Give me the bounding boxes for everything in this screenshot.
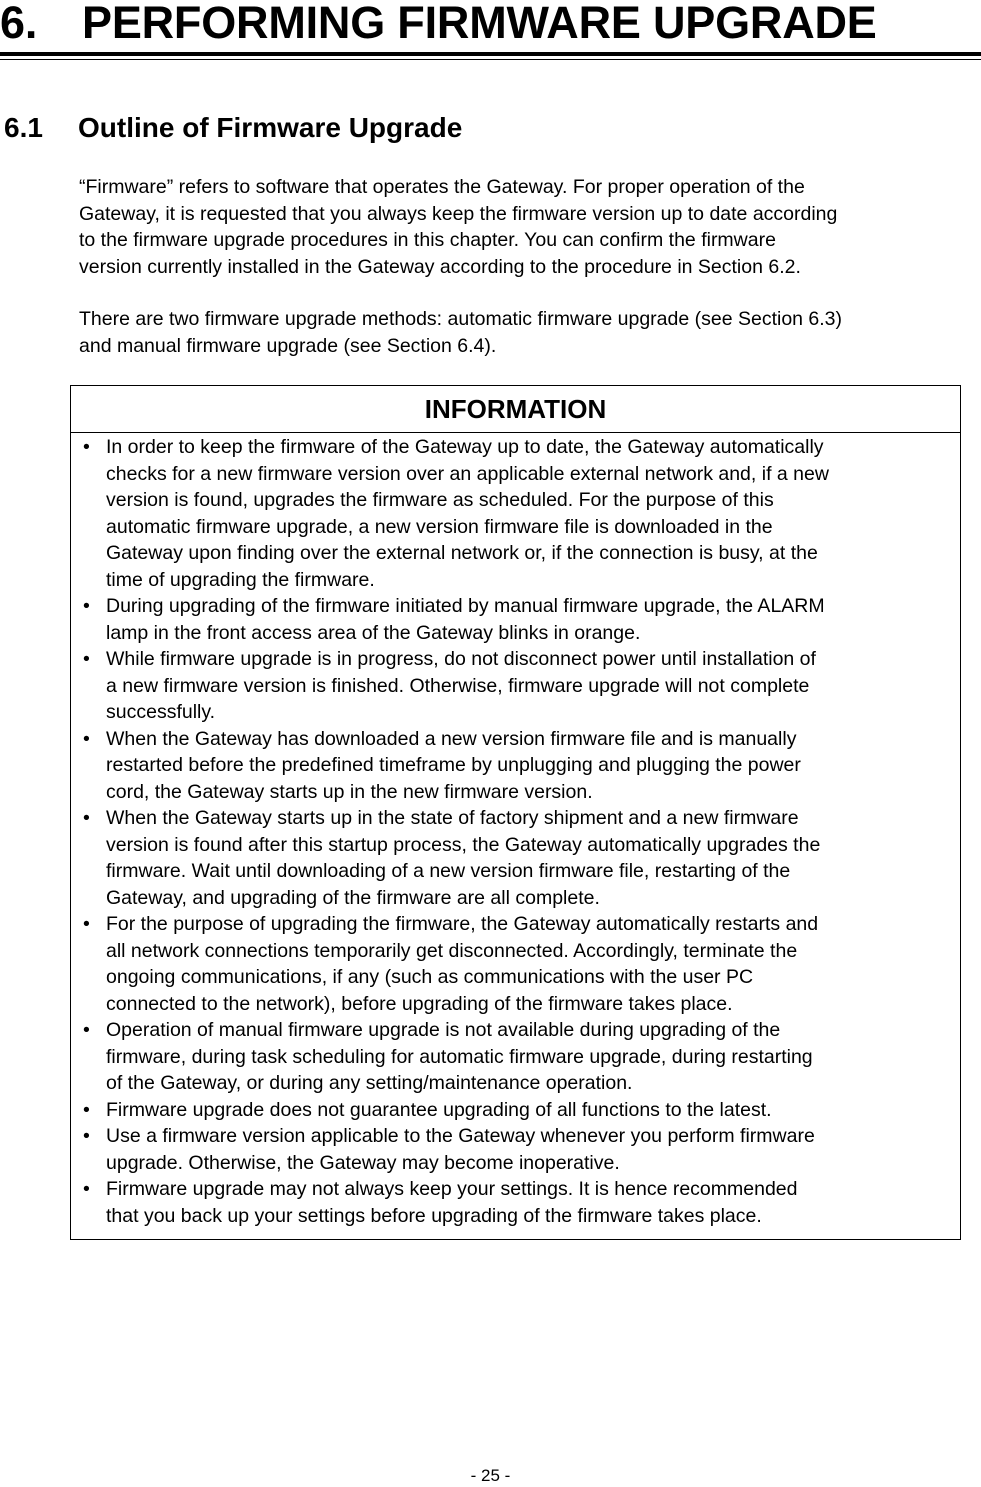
information-line: automatic firmware upgrade, a new version firmware file is downloaded in the <box>106 515 773 538</box>
information-item <box>71 1097 960 1124</box>
bullet-icon: • <box>83 1019 90 1041</box>
bullet-icon: • <box>83 436 90 458</box>
information-line: Firmware upgrade may not always keep your settings. It is hence recommended <box>106 1178 798 1200</box>
information-line: Firmware upgrade does not guarantee upgrading of all functions to the latest. <box>106 1098 772 1121</box>
information-item <box>71 593 960 646</box>
bullet-icon: • <box>83 648 90 670</box>
information-item <box>71 805 960 911</box>
information-line: When the Gateway starts up in the state of factory shipment and a new firmware <box>106 807 799 829</box>
information-line: firmware, during task scheduling for automatic firmware upgrade, during restarting <box>106 1045 813 1068</box>
information-line: cord, the Gateway starts up in the new firmware version. <box>106 780 593 803</box>
information-line: of the Gateway, or during any setting/maintenance operation. <box>106 1072 633 1094</box>
information-line: time of upgrading the firmware. <box>106 568 375 591</box>
section-number: 6.1 <box>4 112 43 143</box>
information-line: restarted before the predefined timeframe by unplugging and plugging the power <box>106 754 801 776</box>
information-line: ongoing communications, if any (such as communications with the user PC <box>106 966 754 988</box>
information-item <box>71 1017 960 1097</box>
information-line: When the Gateway has downloaded a new version firmware file and is manually <box>106 727 797 750</box>
information-item <box>71 911 960 1017</box>
paragraph-upgrade-methods <box>79 306 979 359</box>
information-line: connected to the network), before upgrading of the firmware takes place. <box>106 992 733 1015</box>
paragraph-line: “Firmware” refers to software that operates the Gateway. For proper operation of the <box>79 176 805 198</box>
chapter-rule-thick <box>0 52 981 56</box>
information-line: version is found, upgrades the firmware as scheduled. For the purpose of this <box>106 489 774 511</box>
information-line: successfully. <box>106 701 216 723</box>
information-item <box>71 1123 960 1176</box>
information-line: In order to keep the firmware of the Gateway up to date, the Gateway automatically <box>106 436 824 458</box>
bullet-icon: • <box>83 1178 90 1200</box>
section-title <box>4 110 462 146</box>
chapter-title <box>0 0 877 50</box>
information-line: all network connections temporarily get disconnected. Accordingly, terminate the <box>106 939 798 962</box>
information-line: Use a firmware version applicable to the Gateway whenever you perform firmware <box>106 1125 815 1147</box>
information-line: During upgrading of the firmware initiated by manual firmware upgrade, the ALARM <box>106 595 825 617</box>
information-line: For the purpose of upgrading the firmware, the Gateway automatically restarts and <box>106 913 819 935</box>
paragraph-line: version currently installed in the Gateway according to the procedure in Section 6.2. <box>79 255 801 278</box>
information-line: upgrade. Otherwise, the Gateway may become inoperative. <box>106 1151 620 1174</box>
page-number: - 25 - <box>470 1466 511 1485</box>
chapter-number: 6. <box>0 0 38 48</box>
bullet-icon: • <box>83 1098 90 1121</box>
paragraph-line: and manual firmware upgrade (see Section 6.4). <box>79 334 497 357</box>
information-heading: INFORMATION <box>71 386 960 433</box>
information-line: firmware. Wait until downloading of a new version firmware file, restarting of the <box>106 860 791 882</box>
information-line: Gateway upon finding over the external network or, if the connection is busy, at the <box>106 542 818 564</box>
information-line: a new firmware version is finished. Otherwise, firmware upgrade will not complete <box>106 674 810 697</box>
information-list <box>71 434 960 1229</box>
bullet-icon: • <box>83 807 90 829</box>
information-line: version is found after this startup process, the Gateway automatically upgrades the <box>106 833 821 856</box>
section-title-text: Outline of Firmware Upgrade <box>78 112 463 143</box>
paragraph-line: Gateway, it is requested that you always keep the firmware version up to date according <box>79 202 838 225</box>
information-line: While firmware upgrade is in progress, do not disconnect power until installation of <box>106 648 816 670</box>
information-item <box>71 1176 960 1229</box>
paragraph-line: There are two firmware upgrade methods: automatic firmware upgrade (see Section 6.3) <box>79 308 843 330</box>
bullet-icon: • <box>83 595 90 617</box>
information-line: Gateway, and upgrading of the firmware are all complete. <box>106 886 600 909</box>
bullet-icon: • <box>83 727 90 750</box>
paragraph-firmware-definition <box>79 174 979 280</box>
information-line: that you back up your settings before upgrading of the firmware takes place. <box>106 1204 762 1227</box>
chapter-title-text: PERFORMING FIRMWARE UPGRADE <box>82 0 877 48</box>
bullet-icon: • <box>83 1125 90 1147</box>
information-box <box>70 385 961 1240</box>
information-line: Operation of manual firmware upgrade is not available during upgrading of the <box>106 1019 781 1041</box>
information-line: checks for a new firmware version over an applicable external network and, if a new <box>106 462 829 485</box>
bullet-icon: • <box>83 913 90 935</box>
chapter-rule-thin <box>0 59 981 60</box>
information-item <box>71 434 960 593</box>
paragraph-line: to the firmware upgrade procedures in this chapter. You can confirm the firmware <box>79 229 776 251</box>
information-item <box>71 726 960 806</box>
information-item <box>71 646 960 726</box>
information-line: lamp in the front access area of the Gateway blinks in orange. <box>106 621 641 644</box>
